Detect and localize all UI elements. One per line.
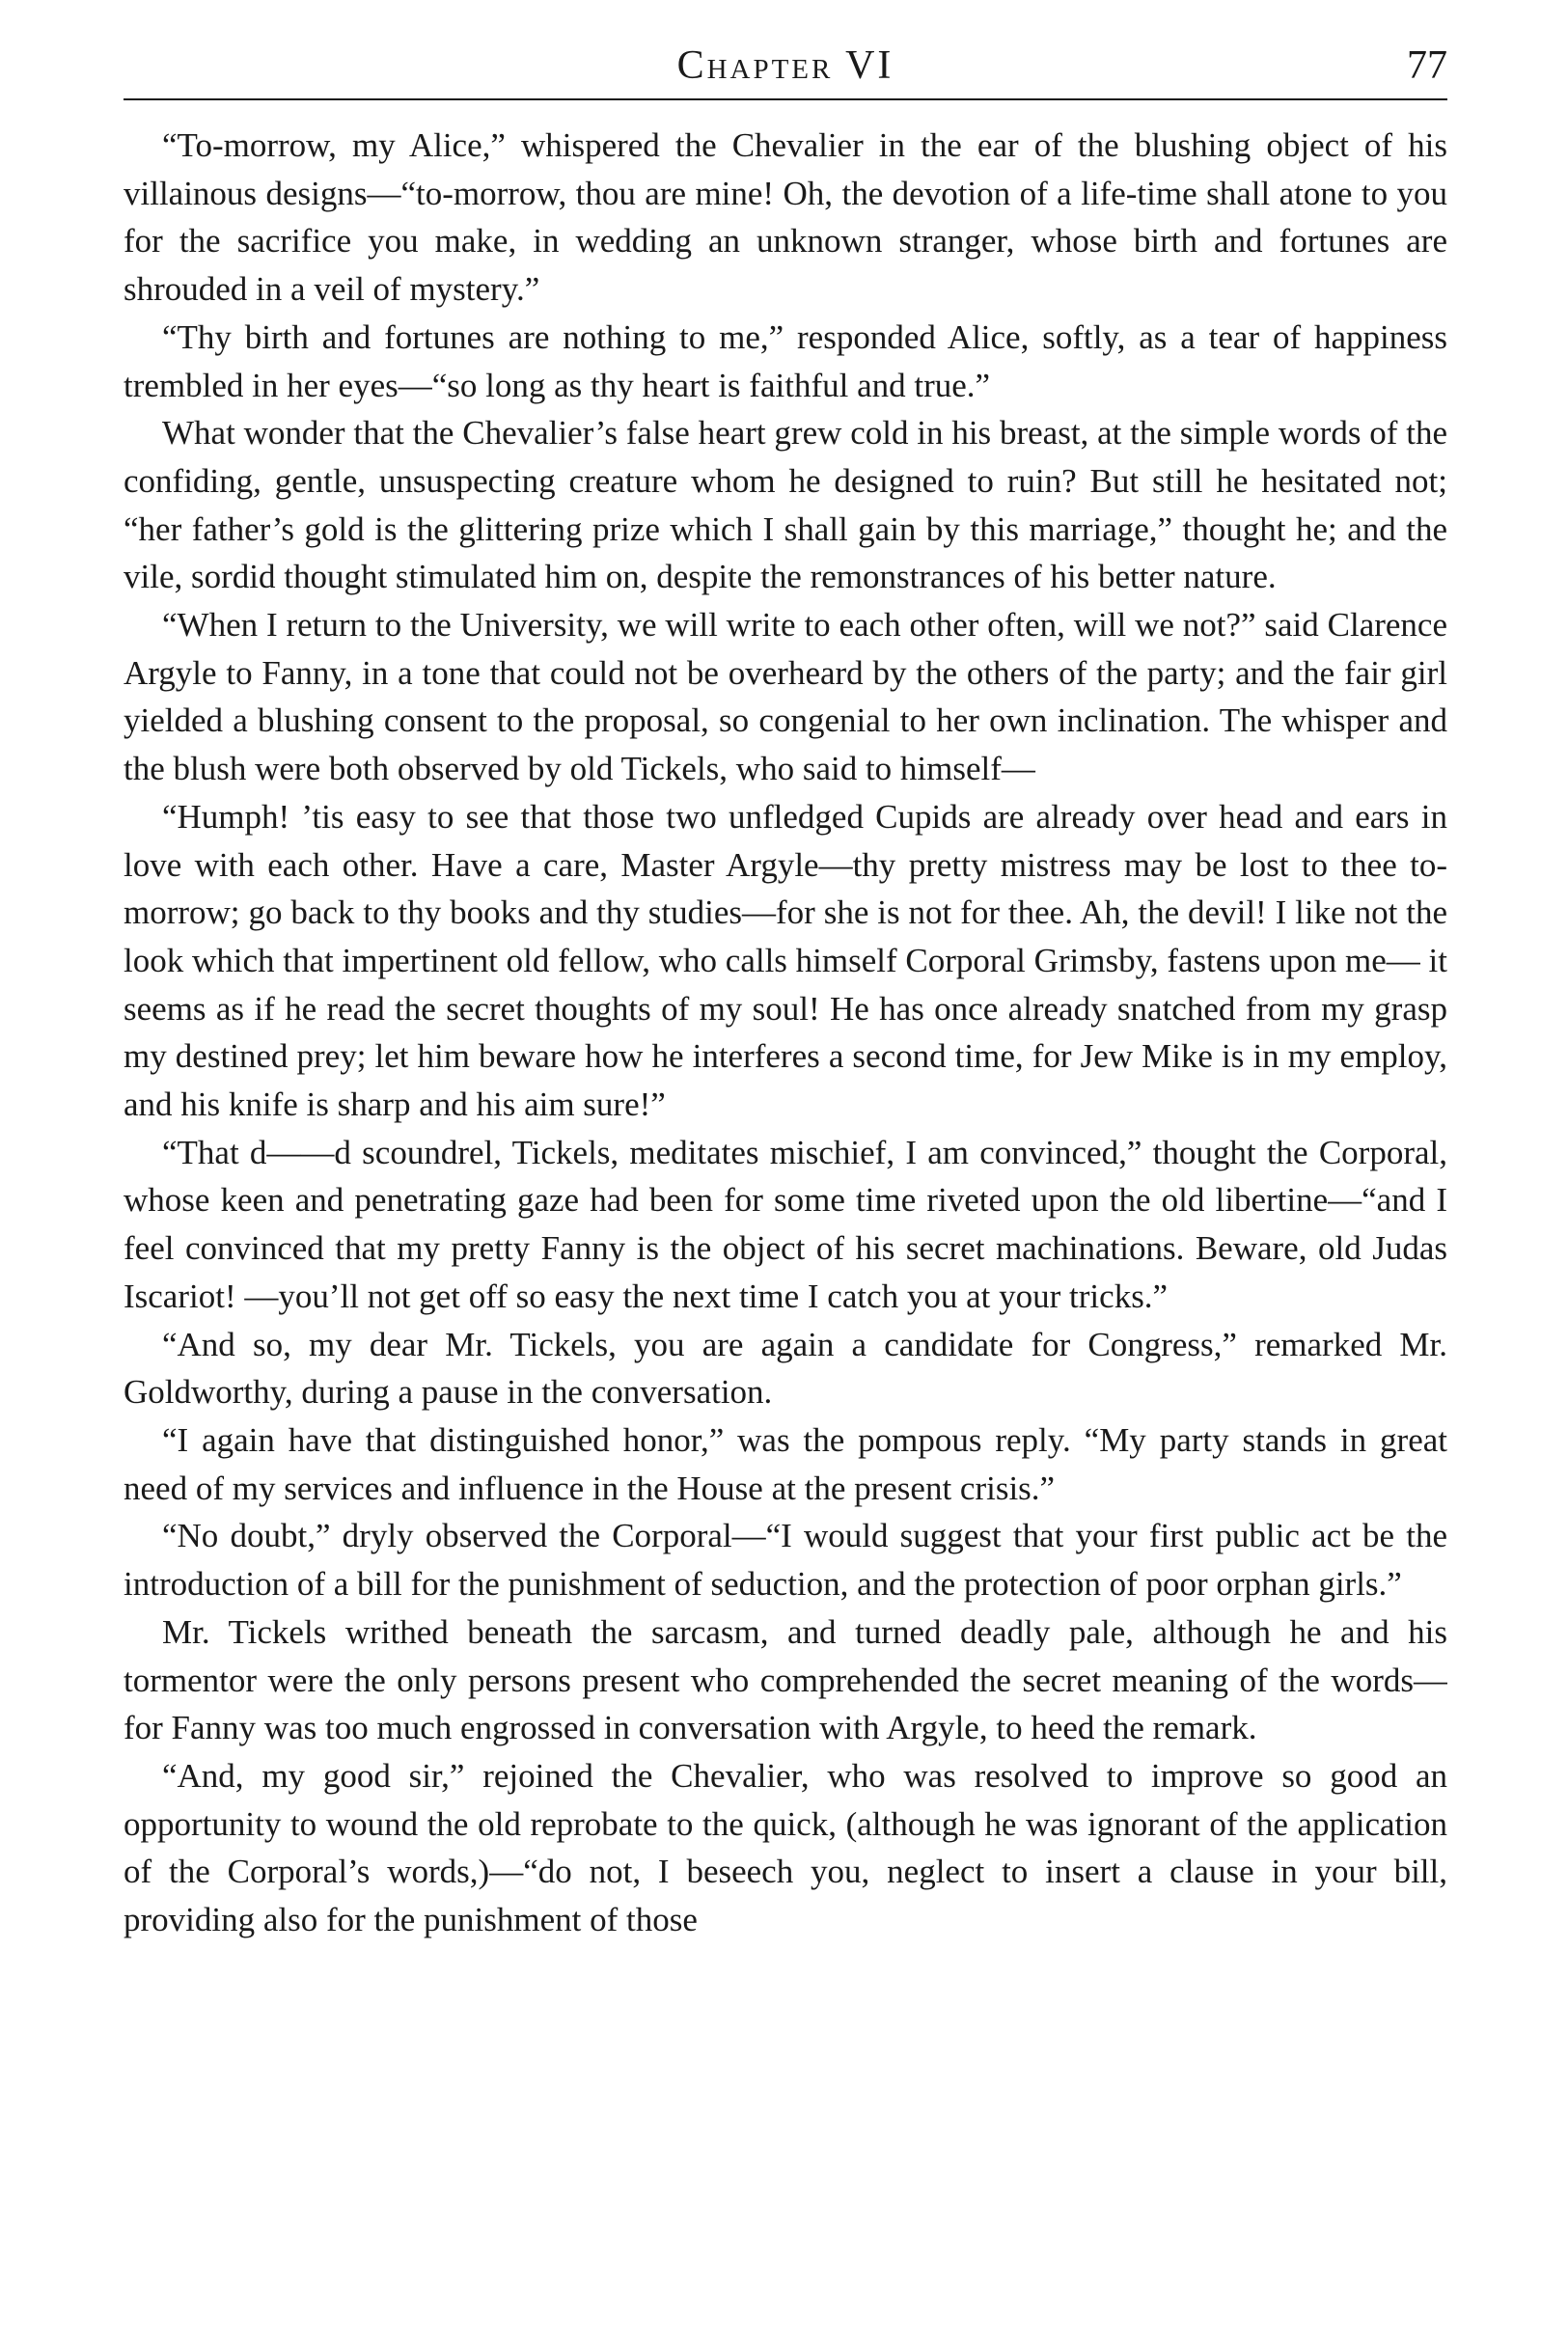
page-number: 77 xyxy=(1407,43,1447,88)
paragraph: “When I return to the University, we will write to each other often, will we not?” said Clarence Argyle to Fanny, in a tone that could not be overheard by the others of the party; and the fair girl yielded a blushing consent to the proposal, so congenial to her own inclination. The whisper and the blush were both observed by old Tickels, who said to himself— xyxy=(124,606,1447,788)
header-rule xyxy=(124,98,1447,100)
body-text xyxy=(124,122,1447,1944)
running-head xyxy=(124,39,1447,98)
paragraph: “No doubt,” dryly observed the Corporal—“I would suggest that your first public act be the introduction of a bill for the punishment of seduction, and the protection of poor orphan girls.” xyxy=(124,1517,1447,1604)
paragraph: “And, my good sir,” rejoined the Chevalier, who was resolved to improve so good an opportunity to wound the old reprobate to the quick, (although he was ignorant of the application of the Corporal’s words,)—“do not, I beseech you, neglect to insert a clause in your bill, providing also for the punishment of those xyxy=(124,1756,1447,1939)
paragraph: “That d——d scoundrel, Tickels, meditates mischief, I am convinced,” thought the Corporal, whose keen and penetrating gaze had been for some time riveted upon the old libertine—“and I feel convinced that my pretty Fanny is the object of his secret machinations. Beware, old Judas Iscariot! —you’ll not get off so easy the next time I catch you at your tricks.” xyxy=(124,1133,1447,1315)
paragraph: Mr. Tickels writhed beneath the sarcasm, and turned deadly pale, although he and his tormentor were the only persons present who comprehended the secret meaning of the words—for Fanny was too much engrossed in conversation with Argyle, to heed the remark. xyxy=(124,1612,1447,1747)
paragraph: “And so, my dear Mr. Tickels, you are again a candidate for Congress,” remarked Mr. Goldworthy, during a pause in the conversation. xyxy=(124,1325,1447,1412)
chapter-title: Chapter VI xyxy=(676,43,894,88)
paragraph: “To-morrow, my Alice,” whispered the Chevalier in the ear of the blushing object of his villainous designs—“to-morrow, thou are mine! Oh, the devotion of a life-time shall atone to you for the sacrifice you make, in wedding an unknown stranger, whose birth and fortunes are shrouded in a veil of mystery.” xyxy=(124,126,1447,309)
paragraph: “Humph! ’tis easy to see that those two unfledged Cupids are already over head and ears in love with each other. Have a care, Master Argyle—thy pretty mistress may be lost to thee to-morrow; go back to thy books and thy studies—for she is not for thee. Ah, the devil! I like not the look which that impertinent old fellow, who calls himself Corporal Grimsby, fastens upon me— it seems as if he read the secret thoughts of my soul! He has once already snatched from my grasp my destined prey; let him beware how he interferes a second time, for Jew Mike is in my employ, and his knife is sharp and his aim sure!” xyxy=(124,797,1447,1124)
paragraph: “Thy birth and fortunes are nothing to me,” responded Alice, softly, as a tear of happiness trembled in her eyes—“so long as thy heart is faithful and true.” xyxy=(124,317,1447,404)
paragraph: “I again have that distinguished honor,” was the pompous reply. “My party stands in great need of my services and influence in the House at the present crisis.” xyxy=(124,1420,1447,1507)
paragraph: What wonder that the Chevalier’s false heart grew cold in his breast, at the simple words of the confiding, gentle, unsuspecting creature whom he designed to ruin? But still he hesitated not; “her father’s gold is the glittering prize which I shall gain by this marriage,” thought he; and the vile, sordid thought stimulated him on, despite the remonstrances of his better nature. xyxy=(124,414,1447,596)
book-page xyxy=(124,39,1447,2296)
